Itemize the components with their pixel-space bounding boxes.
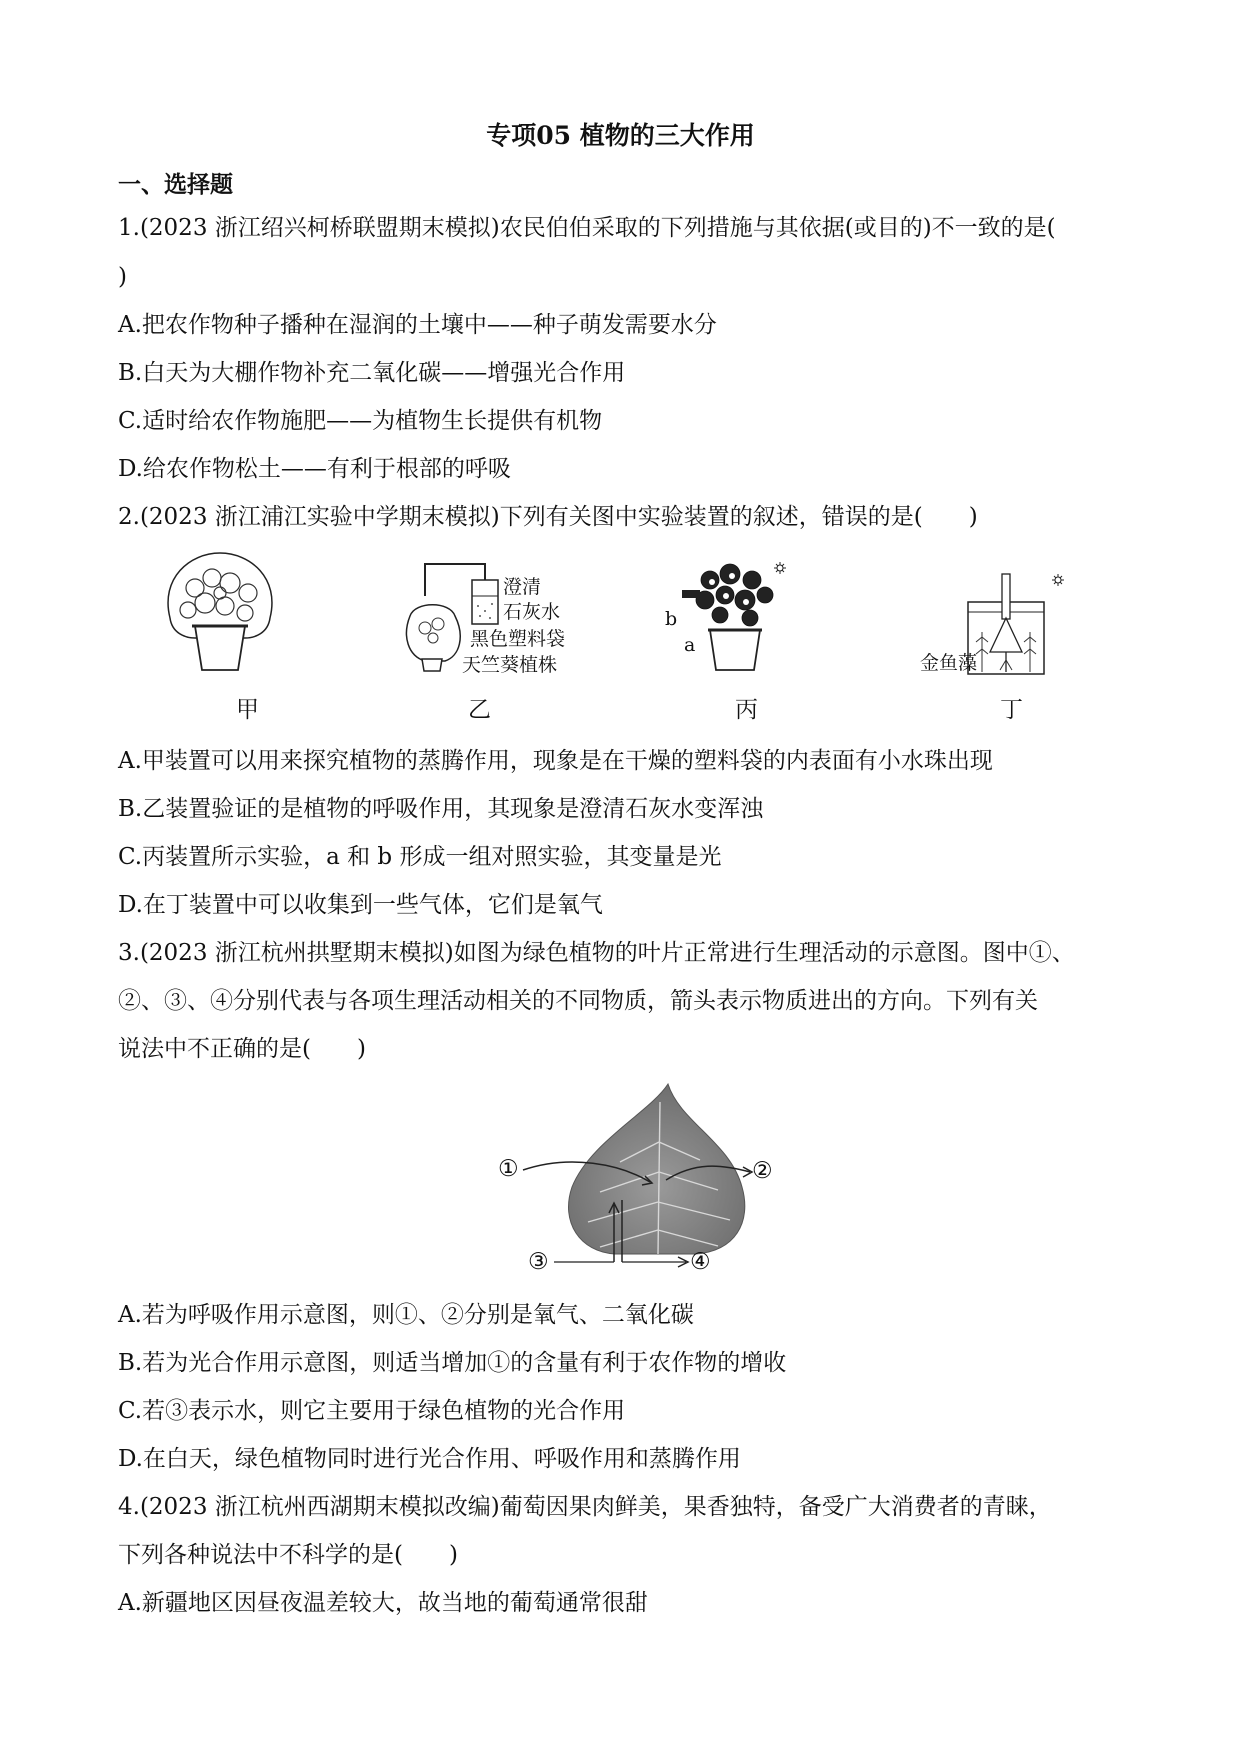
figure-jia-bagged-plant: [150, 548, 290, 678]
q2-option-b: B.乙装置验证的是植物的呼吸作用，其现象是澄清石灰水变浑浊: [118, 796, 764, 822]
section-heading: 一、选择题: [118, 172, 233, 198]
q3-option-d: D.在白天，绿色植物同时进行光合作用、呼吸作用和蒸腾作用: [118, 1446, 741, 1472]
q1-stem-line1: 1.(2023 浙江绍兴柯桥联盟期末模拟)农民伯伯采取的下列措施与其依据(或目的)不一致的是(: [118, 215, 1056, 241]
figure-label-ding: 丁: [1000, 697, 1023, 723]
q3-option-b: B.若为光合作用示意图，则适当增加①的含量有利于农作物的增收: [118, 1350, 787, 1376]
q3-stem-line3: 说法中不正确的是( ): [118, 1036, 366, 1062]
leaf-label-2: ②: [752, 1158, 773, 1184]
leaf-label-3: ③: [528, 1249, 549, 1275]
q3-option-c: C.若③表示水，则它主要用于绿色植物的光合作用: [118, 1398, 626, 1424]
q3-stem-line1: 3.(2023 浙江杭州拱墅期末模拟)如图为绿色植物的叶片正常进行生理活动的示意图。图中①、: [118, 940, 1075, 966]
q4-option-a: A.新疆地区因昼夜温差较大，故当地的葡萄通常很甜: [118, 1590, 648, 1616]
bing-label-a: a: [684, 634, 696, 656]
q3-option-a: A.若为呼吸作用示意图，则①、②分别是氧气、二氧化碳: [118, 1302, 694, 1328]
yi-label-geranium: 天竺葵植株: [462, 654, 558, 676]
q2-stem: 2.(2023 浙江浦江实验中学期末模拟)下列有关图中实验装置的叙述，错误的是( ): [118, 504, 978, 530]
q1-option-a: A.把农作物种子播种在湿润的土壤中——种子萌发需要水分: [118, 312, 717, 338]
q4-stem-line2: 下列各种说法中不科学的是( ): [118, 1542, 458, 1568]
figure-bing-leaf-experiment: [680, 560, 790, 675]
figure-label-bing: 丙: [735, 697, 758, 723]
q1-option-d: D.给农作物松土——有利于根部的呼吸: [118, 456, 511, 482]
q3-stem-line2: ②、③、④分别代表与各项生理活动相关的不同物质，箭头表示物质进出的方向。下列有关: [118, 988, 1038, 1014]
q4-stem-line1: 4.(2023 浙江杭州西湖期末模拟改编)葡萄因果肉鲜美，果香独特，备受广大消费者的青睐，: [118, 1494, 1052, 1520]
ding-label-hornwort: 金鱼藻: [920, 652, 978, 674]
q2-option-a: A.甲装置可以用来探究植物的蒸腾作用，现象是在干燥的塑料袋的内表面有小水珠出现: [118, 748, 993, 774]
figure-label-jia: 甲: [236, 697, 259, 723]
q2-option-c: C.丙装置所示实验，a 和 b 形成一组对照实验，其变量是光: [118, 844, 722, 870]
q2-option-d: D.在丁装置中可以收集到一些气体，它们是氧气: [118, 892, 603, 918]
q1-option-b: B.白天为大棚作物补充二氧化碳——增强光合作用: [118, 360, 626, 386]
leaf-label-1: ①: [498, 1156, 519, 1182]
yi-label-black-bag: 黑色塑料袋: [470, 628, 566, 650]
q1-option-c: C.适时给农作物施肥——为植物生长提供有机物: [118, 408, 603, 434]
bing-label-b: b: [665, 608, 678, 630]
figure-label-yi: 乙: [468, 697, 491, 723]
page-title: 专项05 植物的三大作用: [486, 121, 755, 150]
yi-label-clear: 澄清: [503, 576, 542, 598]
q1-stem-line2: ): [118, 264, 127, 290]
yi-label-limewater: 石灰水: [503, 601, 561, 623]
leaf-label-4: ④: [690, 1249, 711, 1275]
